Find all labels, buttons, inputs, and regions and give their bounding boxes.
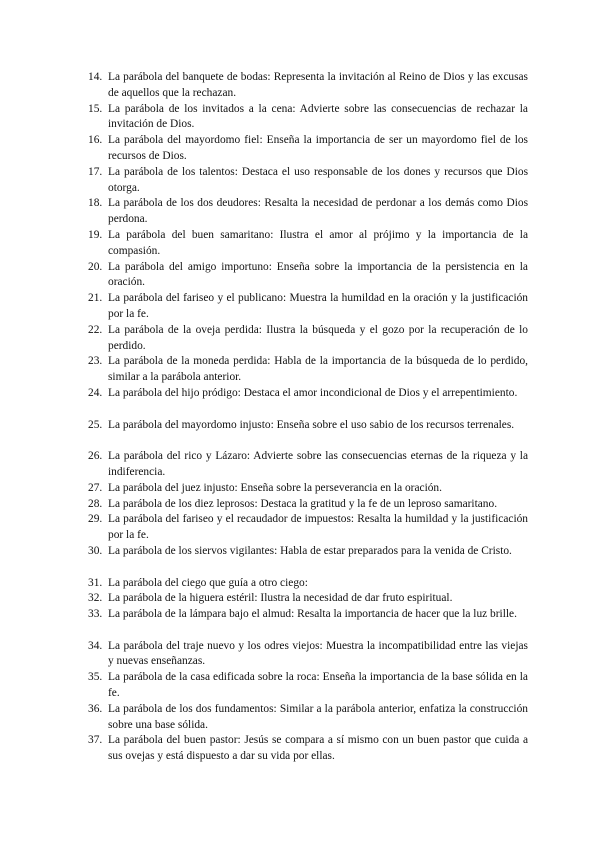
item-text: La parábola de los dos fundamentos: Similar a la parábola anterior, enfatiza la construcción sobre una base sólida. <box>108 702 528 731</box>
list-item <box>88 591 528 607</box>
item-number: 24. <box>88 386 103 399</box>
item-number: 14. <box>88 71 103 83</box>
item-number: 17. <box>88 165 103 178</box>
item-text: La parábola del hijo pródigo: Destaca el amor incondicional de Dios y el arrepentimiento. <box>108 386 518 399</box>
item-text: La parábola de los siervos vigilantes: Habla de estar preparados para la venida de Cristo. <box>108 544 512 557</box>
item-number: 26. <box>88 450 103 463</box>
item-number: 28. <box>88 497 103 510</box>
list-item <box>88 512 528 544</box>
item-text: La parábola de los diez leprosos: Destaca la gratitud y la fe de un leproso samaritano. <box>108 497 498 510</box>
item-number: 21. <box>88 292 103 305</box>
item-text: La parábola de la moneda perdida: Habla de la importancia de la búsqueda de lo perdido, similar a la parábola anterior. <box>108 355 528 384</box>
item-number: 18. <box>88 197 103 210</box>
item-number: 30. <box>88 544 103 557</box>
item-text: La parábola del fariseo y el publicano: Muestra la humildad en la oración y la justificación por la fe. <box>108 292 528 320</box>
list-item <box>88 196 528 228</box>
item-number: 36. <box>88 702 103 715</box>
item-number: 16. <box>88 134 103 147</box>
item-text: La parábola de la oveja perdida: Ilustra la búsqueda y el gozo por la recuperación de lo perdido. <box>108 323 528 352</box>
list-item <box>88 70 528 102</box>
item-number: 37. <box>88 734 103 747</box>
list-item <box>88 670 528 702</box>
list-item <box>88 576 528 592</box>
item-number: 27. <box>88 481 103 494</box>
list-item <box>88 497 528 513</box>
item-text: La parábola de los invitados a la cena: Advierte sobre las consecuencias de rechazar la invitación de Dios. <box>108 102 528 131</box>
list-item <box>88 133 528 165</box>
list-item <box>88 702 528 734</box>
item-text: La parábola del mayordomo fiel: Enseña la importancia de ser un mayordomo fiel de los recursos de Dios. <box>108 134 528 162</box>
item-number: 33. <box>88 608 103 621</box>
list-item <box>88 228 528 260</box>
item-number: 23. <box>88 355 103 368</box>
list-item <box>88 418 528 450</box>
item-text: La parábola del buen samaritano: Ilustra el amor al prójimo y la importancia de la compasión. <box>108 228 528 257</box>
item-text: La parábola del mayordomo injusto: Enseña sobre el uso sabio de los recursos terrenales. <box>108 418 515 431</box>
item-text: La parábola del banquete de bodas: Representa la invitación al Reino de Dios y las excusas de aquellos que la rechazan. <box>108 71 528 99</box>
list-item <box>88 354 528 386</box>
list-item <box>88 733 528 765</box>
list-item <box>88 481 528 497</box>
item-text: La parábola del rico y Lázaro: Advierte sobre las consecuencias eternas de la riqueza y la indiferencia. <box>108 450 528 478</box>
item-text: La parábola del buen pastor: Jesús se compara a sí mismo con un buen pastor que cuida a sus ovejas y está dispuesto a dar su vida por ellas. <box>108 734 528 763</box>
list-item <box>88 386 528 418</box>
item-text: La parábola de los dos deudores: Resalta la necesidad de perdonar a los demás como Dios perdona. <box>108 197 528 226</box>
item-text: La parábola del fariseo y el recaudador de impuestos: Resalta la humildad y la justificación por la fe. <box>108 513 528 542</box>
item-number: 25. <box>88 418 103 431</box>
list-item <box>88 165 528 197</box>
list-item <box>88 544 528 576</box>
item-number: 31. <box>88 576 103 589</box>
list-item <box>88 639 528 671</box>
list-item <box>88 323 528 355</box>
list-item <box>88 102 528 134</box>
item-text: La parábola de la higuera estéril: Ilustra la necesidad de dar fruto espiritual. <box>108 592 453 605</box>
item-text: La parábola del ciego que guía a otro ciego: <box>108 576 308 589</box>
item-text: La parábola de la casa edificada sobre la roca: Enseña la importancia de la base sólida en la fe. <box>108 671 528 700</box>
item-text: La parábola del amigo importuno: Enseña sobre la importancia de la persistencia en la oración. <box>108 260 528 289</box>
item-number: 20. <box>88 260 103 273</box>
item-number: 19. <box>88 228 103 241</box>
item-text: La parábola de los talentos: Destaca el uso responsable de los dones y recursos que Dios otorga. <box>108 165 528 194</box>
list-item <box>88 449 528 481</box>
item-number: 22. <box>88 323 103 336</box>
list-item <box>88 291 528 323</box>
item-number: 29. <box>88 513 103 526</box>
parables-list <box>88 70 528 765</box>
item-text: La parábola del juez injusto: Enseña sobre la perseverancia en la oración. <box>108 481 442 494</box>
item-number: 34. <box>88 639 103 652</box>
item-number: 35. <box>88 671 103 684</box>
list-item <box>88 607 528 639</box>
item-text: La parábola del traje nuevo y los odres viejos: Muestra la incompatibilidad entre las viejas y nuevas enseñanzas. <box>108 639 528 668</box>
item-number: 15. <box>88 102 103 115</box>
item-number: 32. <box>88 592 103 605</box>
item-text: La parábola de la lámpara bajo el almud: Resalta la importancia de hacer que la luz brille. <box>108 608 517 621</box>
list-item <box>88 260 528 292</box>
